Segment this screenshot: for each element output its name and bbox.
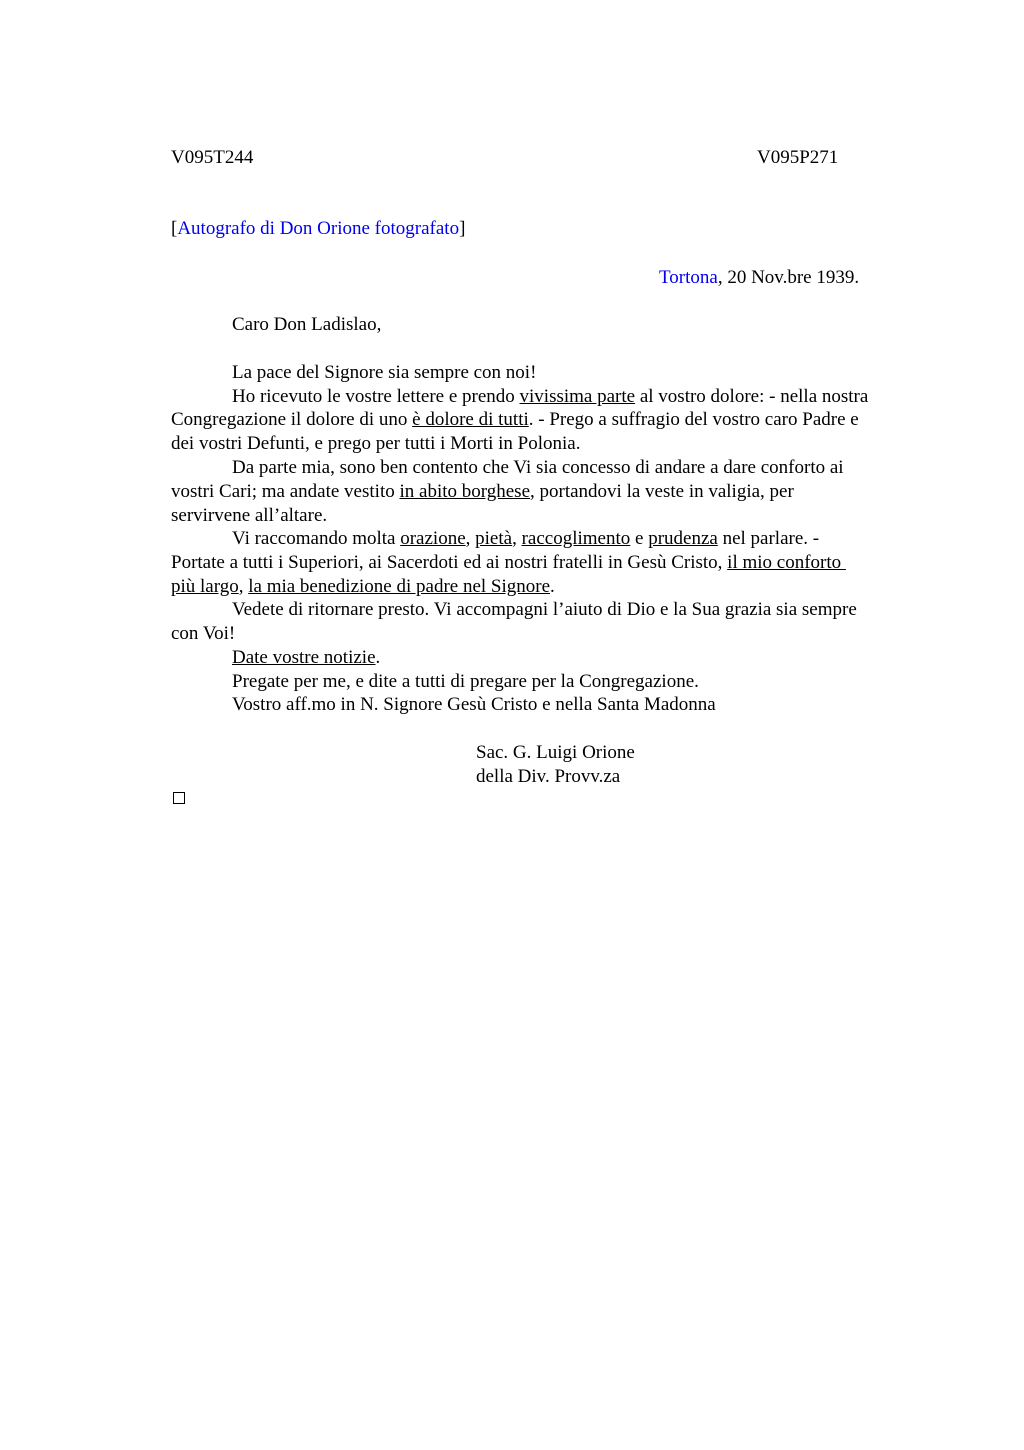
signature-title: della Div. Provv.za: [476, 766, 621, 787]
underlined-phrase: in abito borghese: [399, 481, 530, 502]
paragraph-2-line-2: [171, 480, 794, 504]
paragraph-2-line-1: Da parte mia, sono ben contento che Vi sia concesso di andare a dare conforto ai: [232, 457, 844, 478]
note-open-bracket: [: [171, 218, 178, 239]
underlined-phrase: il mio conforto: [727, 552, 846, 573]
text-run: .: [550, 576, 555, 597]
text-run: ,: [512, 528, 522, 549]
text-run: al vostro dolore: - nella nostra: [635, 386, 869, 407]
paragraph-5: [232, 646, 380, 670]
closing-line: Vostro aff.mo in N. Signore Gesù Cristo e nella Santa Madonna: [232, 694, 716, 715]
text-run: ,: [238, 576, 249, 597]
text-run: e: [630, 528, 649, 549]
place-link[interactable]: Tortona: [659, 267, 718, 288]
paragraph-4-line-2: con Voi!: [171, 623, 236, 644]
paragraph-6: Pregate per me, e dite a tutti di pregare per la Congregazione.: [232, 671, 699, 692]
paragraph-4-line-1: Vedete di ritornare presto. Vi accompagni l’aiuto di Dio e la Sua grazia sia sempre: [232, 599, 857, 620]
signature-name: Sac. G. Luigi Orione: [476, 742, 635, 763]
paragraph-3-line-2: [171, 551, 846, 575]
document-code-left: V095T244: [171, 147, 254, 168]
text-run: Congregazione il dolore di uno: [171, 409, 413, 430]
underlined-phrase: è dolore di tutti: [412, 409, 529, 430]
underlined-phrase: più largo: [171, 576, 239, 597]
text-run: Portate a tutti i Superiori, ai Sacerdoti ed ai nostri fratelli in Gesù Cristo,: [171, 552, 728, 573]
paragraph-3-line-1: [232, 527, 819, 551]
paragraph-1-line-3: dei vostri Defunti, e prego per tutti i Morti in Polonia.: [171, 433, 581, 454]
editorial-note: [171, 217, 465, 241]
underlined-phrase: la mia benedizione di padre nel Signore: [248, 576, 551, 597]
dateline: [659, 266, 859, 290]
salutation: Caro Don Ladislao,: [232, 314, 382, 335]
text-run: . - Prego a suffragio del vostro caro Padre e: [528, 409, 859, 430]
greeting-line: La pace del Signore sia sempre con noi!: [232, 362, 537, 383]
paragraph-1-line-2: [171, 408, 859, 432]
text-run: , portandovi la veste in valigia, per: [530, 481, 794, 502]
paragraph-1-line-1: [232, 385, 868, 409]
text-run: vostri Cari; ma andate vestito: [171, 481, 400, 502]
end-box-icon: [173, 792, 185, 804]
underlined-word: raccoglimento: [521, 528, 631, 549]
underlined-word: pietà: [475, 528, 513, 549]
text-run: .: [375, 647, 381, 668]
text-run: nel parlare. -: [717, 528, 820, 549]
text-run: Ho ricevuto le vostre lettere e prendo: [232, 386, 520, 407]
note-close-bracket: ]: [459, 218, 466, 239]
underlined-word: orazione: [400, 528, 466, 549]
underlined-phrase: Date vostre notizie: [232, 647, 376, 668]
text-run: ,: [465, 528, 476, 549]
paragraph-3-line-3: [171, 575, 555, 599]
underlined-word: prudenza: [648, 528, 718, 549]
underlined-phrase: vivissima parte: [519, 386, 636, 407]
date-text: , 20 Nov.bre 1939.: [717, 267, 860, 288]
text-run: Vi raccomando molta: [232, 528, 401, 549]
paragraph-2-line-3: servirvene all’altare.: [171, 505, 328, 526]
document-code-right: V095P271: [757, 147, 839, 168]
autograph-note-link[interactable]: Autografo di Don Orione fotografato: [177, 218, 460, 239]
